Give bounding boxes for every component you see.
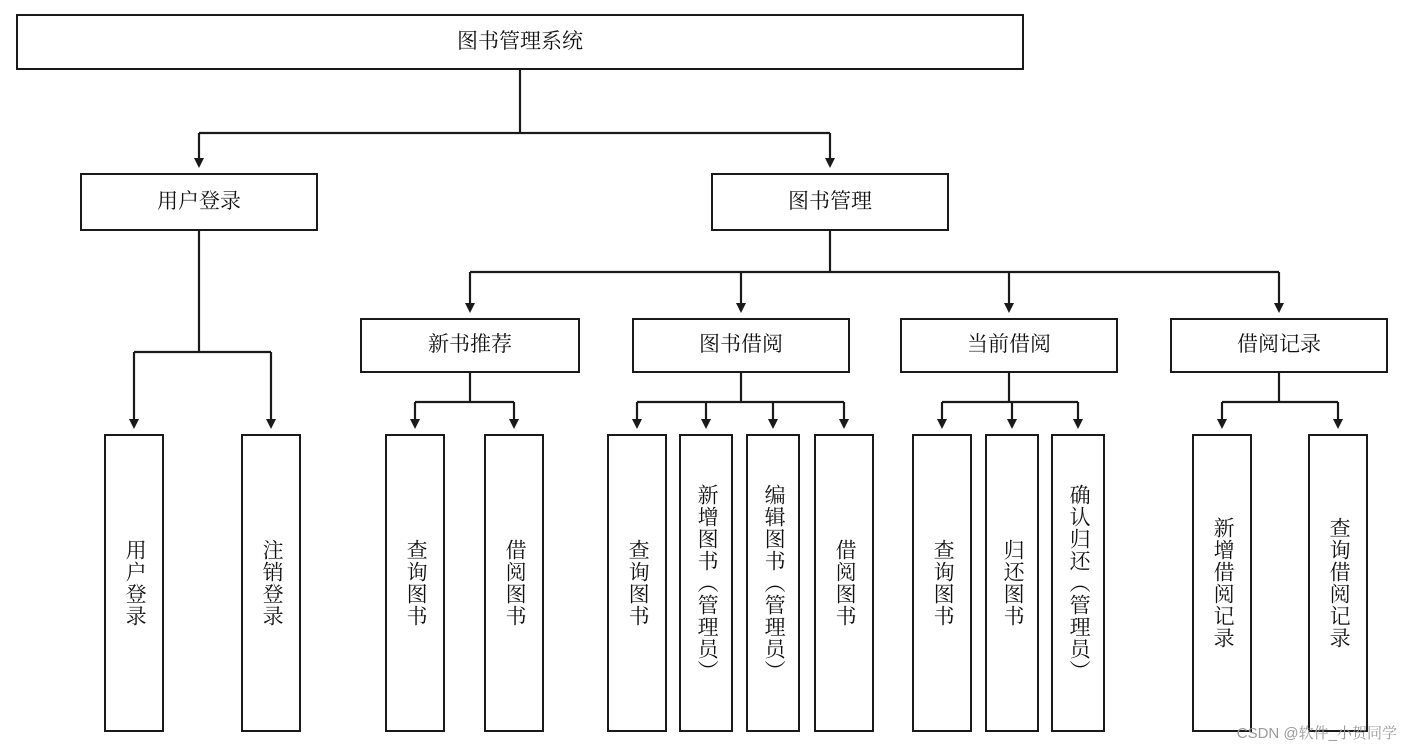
node-user-login[interactable]: 用户登录 (80, 173, 318, 231)
node-leaf-query-book-borrow[interactable]: 查询图书 (607, 434, 667, 732)
node-borrow-records[interactable]: 借阅记录 (1170, 318, 1388, 373)
node-book-borrow[interactable]: 图书借阅 (632, 318, 850, 373)
node-leaf-user-login[interactable]: 用户登录 (104, 434, 164, 732)
node-leaf-query-book-new[interactable]: 查询图书 (385, 434, 445, 732)
node-root[interactable]: 图书管理系统 (16, 14, 1024, 70)
node-leaf-query-borrow-record[interactable]: 查询借阅记录 (1308, 434, 1368, 732)
node-leaf-add-book-admin[interactable]: 新增图书（管理员） (679, 434, 733, 732)
node-leaf-logout[interactable]: 注销登录 (241, 434, 301, 732)
node-book-management[interactable]: 图书管理 (711, 173, 949, 231)
node-current-borrow[interactable]: 当前借阅 (900, 318, 1118, 373)
watermark-text: CSDN @软件_小贺同学 (1236, 725, 1397, 742)
node-leaf-return-book[interactable]: 归还图书 (985, 434, 1039, 732)
node-leaf-confirm-return-admin[interactable]: 确认归还（管理员） (1051, 434, 1105, 732)
node-leaf-borrow-book[interactable]: 借阅图书 (814, 434, 874, 732)
node-leaf-query-book-current[interactable]: 查询图书 (912, 434, 972, 732)
node-new-book-recommend[interactable]: 新书推荐 (360, 318, 580, 373)
node-leaf-borrow-book-new[interactable]: 借阅图书 (484, 434, 544, 732)
node-leaf-edit-book-admin[interactable]: 编辑图书（管理员） (746, 434, 800, 732)
node-leaf-add-borrow-record[interactable]: 新增借阅记录 (1192, 434, 1252, 732)
